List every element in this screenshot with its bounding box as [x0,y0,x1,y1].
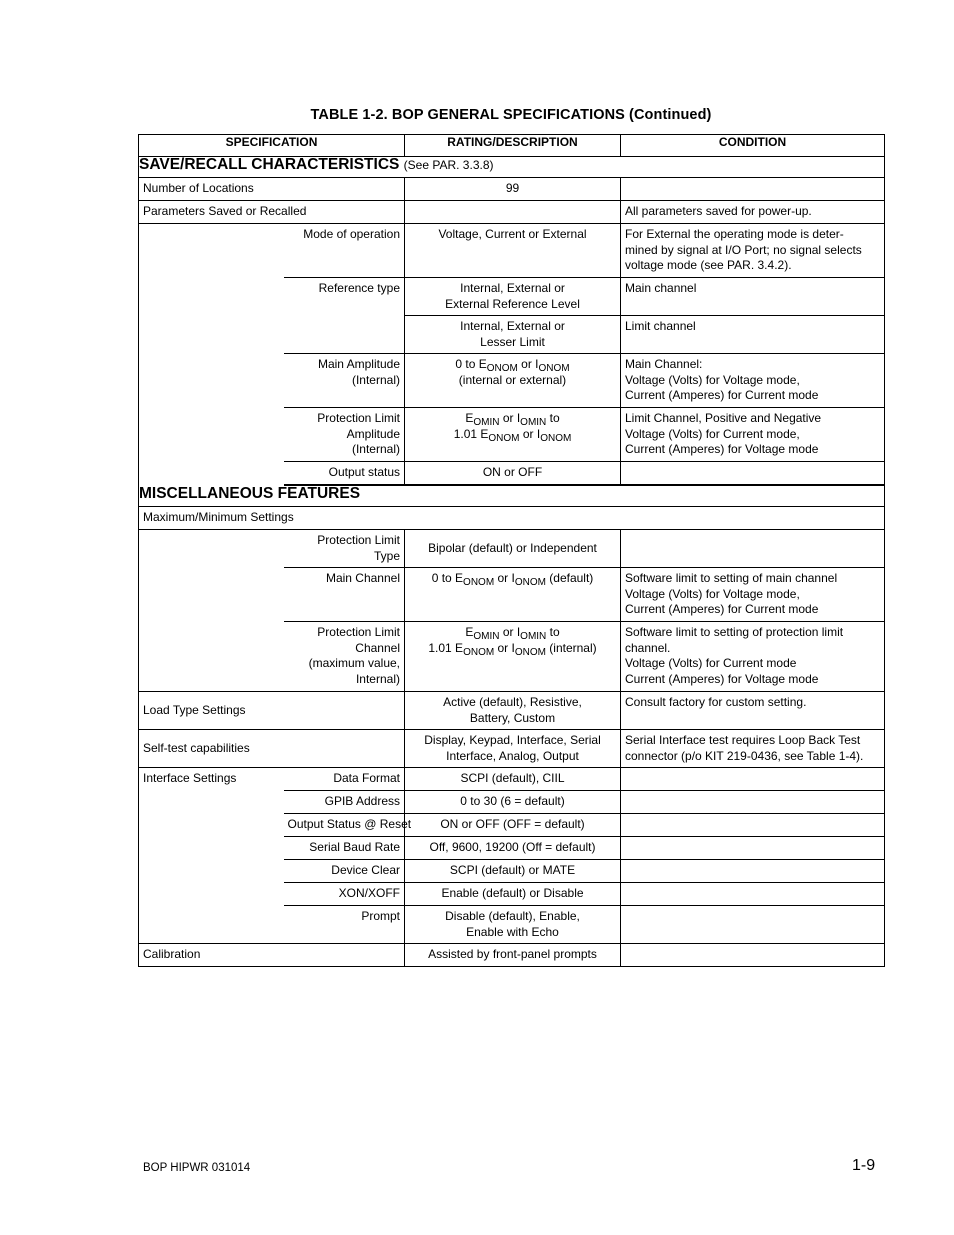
group-spacer [139,530,284,692]
rating-line: Internal, External or [460,319,565,333]
row-label: Serial Baud Rate [284,837,405,860]
row-label [284,530,405,568]
row-condition [621,860,885,883]
rating-line: Display, Keypad, Interface, Serial [424,733,601,747]
row-rating: Enable (default) or Disable [405,883,621,906]
condition-line: connector (p/o KIT 219-0436, see Table 1-4). [625,748,864,763]
row-label: Interface Settings [139,768,284,944]
table-title: TABLE 1-2. BOP GENERAL SPECIFICATIONS (Continued) [310,107,712,123]
rating-line: 1.01 $E_{ONOM}$ or $I_{ONOM}$ [453,426,572,444]
table-row [139,178,885,201]
rating-line: Battery, Custom [469,710,556,725]
row-condition [621,768,885,791]
section-save-recall [139,157,885,178]
condition-line: Main Channel: [625,357,703,371]
row-rating: ON or OFF [405,462,621,485]
row-rating: 99 [405,178,621,201]
table-row [139,692,885,730]
table-row [139,730,885,768]
rating-line: Enable with Echo [466,924,559,939]
row-condition [621,530,885,568]
label-line: Protection Limit Amplitude [317,411,400,441]
rating-line: Interface, Analog, Output [446,748,579,763]
row-label: Reference type [284,278,405,354]
condition-line: Current (Amperes) for Voltage mode [625,671,819,686]
row-rating [405,201,621,224]
row-rating [405,730,621,768]
condition-line: Serial Interface test requires Loop Back Test [625,733,861,747]
rating-line: Disable (default), Enable, [445,909,580,923]
row-condition [621,906,885,944]
row-condition [621,622,885,692]
rating-line: 1.01 $E_{ONOM}$ or $I_{ONOM}$ (internal) [428,640,597,658]
table-row [139,944,885,967]
rating-line: Internal, External or [460,281,565,295]
condition-line: Voltage (Volts) for Voltage mode, [625,372,800,387]
condition-line: Current (Amperes) for Current mode [625,602,819,616]
row-rating: SCPI (default) or MATE [405,860,621,883]
row-rating [405,278,621,316]
rating-line: Active (default), Resistive, [443,695,582,709]
row-label: Data Format [284,768,405,791]
row-label: Prompt [284,906,405,944]
row-label: Device Clear [284,860,405,883]
row-condition: Main channel [621,278,885,316]
row-rating: Voltage, Current or External [405,224,621,278]
row-rating: SCPI (default), CIIL [405,768,621,791]
header-rating: RATING/DESCRIPTION [405,135,621,157]
row-label: XON/XOFF [284,883,405,906]
document-id: BOP HIPWR 031014 [143,1162,251,1174]
condition-line: channel. [625,640,671,655]
condition-line: Voltage (Volts) for Current mode, [625,426,800,441]
label-line: (Internal) [351,372,400,387]
row-condition [621,462,885,485]
row-condition: Consult factory for custom setting. [621,692,885,730]
condition-line: Current (Amperes) for Current mode [625,388,819,402]
row-rating: Off, 9600, 19200 (Off = default) [405,837,621,860]
label-line: Type [373,548,400,563]
rating-line: (internal or external) [458,372,567,387]
row-label: Output status [284,462,405,485]
page-number: 1-9 [852,1157,876,1174]
row-label [284,408,405,462]
row-condition [621,408,885,462]
row-rating [405,568,621,622]
condition-line: mined by signal at I/O Port; no signal selects [625,242,862,257]
row-condition: Limit channel [621,316,885,354]
row-label: Calibration [139,944,405,967]
label-line: Protection Limit Channel [317,625,400,655]
table-row [139,530,885,568]
row-rating: 0 to 30 (6 = default) [405,791,621,814]
table-row [139,224,885,278]
rating-line: $E_{OMIN}$ or $I_{OMIN}$ to [465,625,560,642]
condition-line: Limit Channel, Positive and Negative [625,411,822,425]
row-condition [621,944,885,967]
condition-line: For External the operating mode is deter- [625,227,844,241]
row-label: GPIB Address [284,791,405,814]
row-label [284,354,405,408]
table-row [139,201,885,224]
rating-line: Lesser Limit [480,334,545,349]
condition-line: Voltage (Volts) for Voltage mode, [625,586,800,601]
row-label: Self-test capabilities [139,730,405,768]
section-heading: SAVE/RECALL CHARACTERISTICS [139,156,400,173]
row-label [284,622,405,692]
rating-line: 0 to $E_{ONOM}$ or $I_{ONOM}$ [455,357,570,374]
group-spacer [139,224,284,486]
table-header-row [139,135,885,157]
row-label: Load Type Settings [139,692,405,730]
rating-line: 0 to $E_{ONOM}$ or $I_{ONOM}$ (default) [431,571,594,588]
row-rating: ON or OFF (OFF = default) [405,814,621,837]
label-line: (Internal) [351,442,400,456]
rating-line: $E_{OMIN}$ or $I_{OMIN}$ to [465,411,560,428]
row-label: Maximum/Minimum Settings [139,507,885,530]
row-condition [621,568,885,622]
row-condition [621,354,885,408]
rating-line: External Reference Level [445,296,580,311]
condition-line: Current (Amperes) for Voltage mode [625,442,819,456]
section-reference: (See PAR. 3.3.8) [403,158,494,172]
row-label: Parameters Saved or Recalled [139,201,405,224]
table-row [139,768,885,791]
row-condition: All parameters saved for power-up. [621,201,885,224]
section-heading: MISCELLANEOUS FEATURES [139,485,361,502]
row-rating [405,692,621,730]
row-condition [621,791,885,814]
header-specification: SPECIFICATION [139,135,405,157]
row-condition [621,883,885,906]
condition-line: Voltage (Volts) for Current mode [625,656,797,670]
row-condition [621,814,885,837]
label-line: (maximum value, Internal) [308,656,400,686]
label-line: Main Amplitude [317,357,400,371]
row-label: Mode of operation [284,224,405,278]
table-row [139,507,885,530]
condition-line: Software limit to setting of protection limit [625,625,844,639]
row-label: Main Channel [284,568,405,622]
section-miscellaneous [139,486,885,507]
header-condition: CONDITION [621,135,885,157]
row-condition [621,178,885,201]
row-condition [621,837,885,860]
row-rating [405,316,621,354]
row-label: Output Status @ Reset [284,814,405,837]
row-label: Number of Locations [139,178,405,201]
row-rating: Bipolar (default) or Independent [405,530,621,568]
row-rating: Assisted by front-panel prompts [405,944,621,967]
condition-line: voltage mode (see PAR. 3.4.2). [625,258,792,272]
specifications-table [138,134,885,967]
row-rating [405,408,621,462]
row-condition [621,730,885,768]
row-rating [405,354,621,408]
row-rating [405,622,621,692]
condition-line: Software limit to setting of main channel [625,571,838,585]
row-rating [405,906,621,944]
label-line: Protection Limit [317,533,400,547]
row-condition [621,224,885,278]
